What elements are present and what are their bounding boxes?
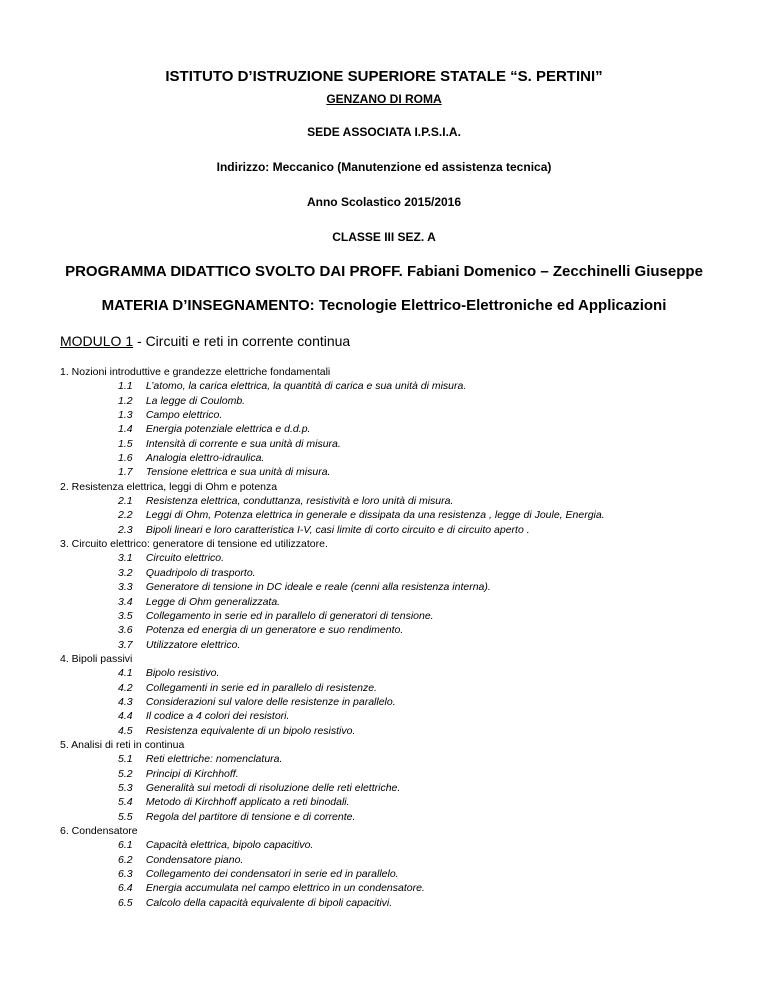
subtopic-item (60, 379, 750, 393)
subtopic-number: 6.4 (118, 882, 133, 895)
subtopic-item (60, 465, 750, 479)
subtopic-item (60, 437, 750, 451)
subtopic-item (60, 695, 750, 709)
subtopic-number: 3.4 (118, 595, 133, 608)
subtopic-text: Capacità elettrica, bipolo capacitivo. (145, 839, 314, 852)
subject-heading: MATERIA D’INSEGNAMENTO: Tecnologie Elettrico-Elettroniche ed Applicazioni (101, 297, 667, 314)
topic-list (60, 365, 750, 910)
subtopic-text: Reti elettriche: nomenclatura. (145, 753, 283, 766)
section-title: 1. Nozioni introduttive e grandezze elettriche fondamentali (60, 366, 331, 378)
module-label: MODULO 1 (60, 333, 134, 349)
subtopic-text: Principi di Kirchhoff. (145, 767, 239, 780)
subtopic-text: Generatore di tensione in DC ideale e reale (cenni alla resistenza interna). (145, 581, 491, 594)
subtopic-text: Collegamenti in serie ed in parallelo di resistenze. (145, 681, 377, 694)
subtopic-number: 1.5 (118, 437, 133, 450)
subtopic-item (60, 451, 750, 465)
subtopic-item (60, 595, 750, 609)
subtopic-item (60, 523, 750, 537)
subtopic-text: Bipolo resistivo. (145, 667, 220, 680)
subtopic-text: Potenza ed energia di un generatore e suo rendimento. (145, 624, 404, 637)
section-title: 3. Circuito elettrico: generatore di tensione ed utilizzatore. (60, 538, 328, 551)
subtopic-item (60, 896, 750, 910)
subtopic-text: Regola del partitore di tensione e di corrente. (145, 810, 356, 823)
subtopic-item (60, 681, 750, 695)
section-title: 6. Condensatore (60, 825, 138, 837)
subtopic-item (60, 724, 750, 738)
subtopic-number: 1.7 (118, 466, 133, 479)
subtopic-item (60, 810, 750, 824)
subtopic-number: 2.3 (118, 523, 133, 536)
subtopic-text: Il codice a 4 colori dei resistori. (145, 710, 290, 723)
subtopic-text: Energia potenziale elettrica e d.d.p. (145, 423, 311, 436)
subtopic-text: Resistenza elettrica, conduttanza, resistività e loro unità di misura. (145, 495, 454, 508)
subtopic-text: Tensione elettrica e sua unità di misura. (145, 466, 331, 479)
subtopic-item (60, 881, 750, 895)
subtopic-text: Utilizzatore elettrico. (145, 638, 241, 651)
subtopic-text: Energia accumulata nel campo elettrico in un condensatore. (145, 882, 425, 895)
subtopic-text: Bipoli lineari e loro caratteristica I-V, casi limite di corto circuito e di circuito aperto . (145, 523, 530, 536)
subtopic-number: 4.3 (118, 695, 133, 708)
subtopic-text: Campo elettrico. (145, 409, 223, 422)
subtopic-text: Calcolo della capacità equivalente di bipoli capacitivi. (145, 896, 393, 909)
subtopic-number: 1.2 (118, 394, 133, 407)
subtopic-item (60, 709, 750, 723)
section-title: 2. Resistenza elettrica, leggi di Ohm e potenza (60, 480, 278, 493)
subtopic-number: 5.3 (118, 781, 133, 794)
subtopic-number: 6.3 (118, 868, 133, 881)
subtopic-number: 2.1 (118, 495, 133, 508)
address-heading: Indirizzo: Meccanico (Manutenzione ed assistenza tecnica) (216, 160, 552, 174)
subtopic-text: Leggi di Ohm, Potenza elettrica in generale e dissipata da una resistenza , legge di Joule, Energia. (145, 509, 605, 522)
subtopic-text: Generalità sui metodi di risoluzione delle reti elettriche. (145, 781, 401, 794)
subtopic-number: 3.7 (118, 638, 133, 651)
subtopic-item (60, 494, 750, 508)
subtopic-number: 1.3 (118, 409, 133, 422)
subtopic-text: L’atomo, la carica elettrica, la quantità di carica e sua unità di misura. (145, 380, 467, 393)
subtopic-item (60, 394, 750, 408)
subtopic-item (60, 408, 750, 422)
subtopic-item (60, 580, 750, 594)
subtopic-number: 3.5 (118, 609, 133, 622)
subtopic-text: La legge di Coulomb. (145, 394, 246, 407)
subtopic-item (60, 422, 750, 436)
subtopic-number: 3.6 (118, 624, 133, 637)
subtopic-number: 5.1 (118, 753, 133, 766)
branch-heading: SEDE ASSOCIATA I.P.S.I.A. (307, 125, 461, 139)
subtopic-item (60, 752, 750, 766)
subtopic-item (60, 838, 750, 852)
subtopic-item (60, 781, 750, 795)
subtopic-item (60, 551, 750, 565)
subtopic-number: 4.2 (118, 681, 133, 694)
section-title: 4. Bipoli passivi (60, 652, 133, 665)
subtopic-number: 5.2 (118, 767, 133, 780)
subtopic-text: Condensatore piano. (145, 853, 244, 866)
subtopic-item (60, 638, 750, 652)
subtopic-text: Collegamento dei condensatori in serie ed in parallelo. (145, 868, 399, 881)
subtopic-item (60, 566, 750, 580)
subtopic-item (60, 666, 750, 680)
subtopic-number: 2.2 (118, 509, 133, 522)
subtopic-number: 6.2 (118, 853, 133, 866)
city-heading: GENZANO DI ROMA (326, 92, 442, 106)
subtopic-number: 1.1 (118, 380, 133, 393)
subtopic-number: 3.3 (118, 581, 133, 594)
subtopic-text: Analogia elettro-idraulica. (145, 452, 265, 465)
class-heading: CLASSE III SEZ. A (332, 230, 436, 244)
subtopic-number: 4.5 (118, 724, 133, 737)
subtopic-number: 3.2 (118, 566, 133, 579)
subtopic-text: Considerazioni sul valore delle resistenze in parallelo. (145, 695, 396, 708)
subtopic-item (60, 795, 750, 809)
subtopic-item (60, 853, 750, 867)
subtopic-number: 5.5 (118, 810, 133, 823)
subtopic-number: 5.4 (118, 796, 133, 809)
institute-title: ISTITUTO D’ISTRUZIONE SUPERIORE STATALE “S. PERTINI” (165, 68, 603, 85)
subtopic-text: Resistenza equivalente di un bipolo resistivo. (145, 724, 356, 737)
subtopic-number: 6.1 (118, 839, 133, 852)
subtopic-number: 4.1 (118, 667, 133, 680)
subtopic-text: Collegamento in serie ed in parallelo di generatori di tensione. (145, 609, 434, 622)
program-heading: PROGRAMMA DIDATTICO SVOLTO DAI PROFF. Fabiani Domenico – Zecchinelli Giuseppe (65, 263, 703, 280)
module-title: - Circuiti e reti in corrente continua (133, 333, 351, 349)
subtopic-number: 6.5 (118, 896, 133, 909)
subtopic-number: 1.4 (118, 423, 133, 436)
subtopic-text: Intensità di corrente e sua unità di misura. (145, 437, 341, 450)
subtopic-text: Metodo di Kirchhoff applicato a reti binodali. (145, 796, 350, 809)
subtopic-item (60, 867, 750, 881)
subtopic-item (60, 767, 750, 781)
subtopic-text: Legge di Ohm generalizzata. (145, 595, 281, 608)
section-title: 5. Analisi di reti in continua (60, 738, 185, 751)
subtopic-number: 1.6 (118, 452, 133, 465)
module-heading (60, 333, 350, 349)
subtopic-text: Quadripolo di trasporto. (145, 566, 256, 579)
subtopic-item (60, 623, 750, 637)
school-year-heading: Anno Scolastico 2015/2016 (306, 195, 462, 209)
subtopic-number: 4.4 (118, 710, 133, 723)
subtopic-number: 3.1 (118, 552, 133, 565)
subtopic-item (60, 609, 750, 623)
subtopic-text: Circuito elettrico. (145, 552, 225, 565)
subtopic-item (60, 508, 750, 522)
